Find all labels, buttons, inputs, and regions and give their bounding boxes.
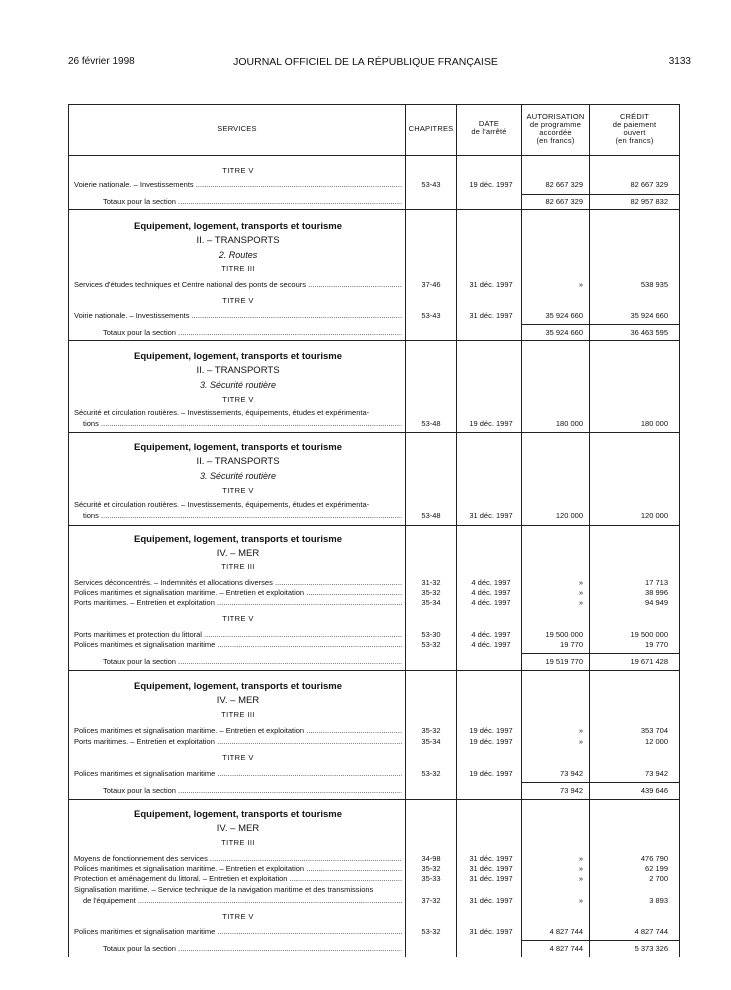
- table-row: [69, 597, 679, 608]
- row-label: Polices maritimes et signalisation maritime. – Entretien et exploitation .....: [74, 587, 402, 598]
- table-row: [69, 926, 679, 937]
- row-chapitre: 53-43: [421, 180, 441, 189]
- row-autorisation: »: [578, 588, 583, 597]
- col-header-credit-line: CRÉDIT: [619, 112, 650, 121]
- col-header-credit-line: ouvert: [623, 128, 646, 137]
- row-chapitre: 53-43: [421, 311, 441, 320]
- row-label: Polices maritimes et signalisation maritime. – Entretien et exploitation .....: [74, 725, 402, 736]
- row-label: Polices maritimes et signalisation maritime. – Entretien et exploitation .....: [74, 863, 402, 874]
- row-credit: 19 500 000: [630, 630, 668, 639]
- row-date: 31 déc. 1997: [469, 896, 513, 905]
- col-header-autorisation-line: (en francs): [536, 136, 575, 145]
- row-credit: 17 713: [645, 578, 668, 587]
- row-autorisation: 4 827 744: [549, 927, 583, 936]
- total-label: Totaux pour la section .....: [103, 196, 402, 207]
- total-rule: [522, 653, 679, 654]
- row-credit: 476 790: [640, 854, 668, 863]
- total-rule: [522, 782, 679, 783]
- total-autorisation: 82 667 329: [545, 197, 583, 206]
- section-heading: II. – TRANSPORTS: [196, 456, 280, 467]
- col-header-date: [457, 120, 521, 136]
- column-divider: [456, 105, 457, 957]
- table-row: [69, 736, 679, 747]
- section-divider: [69, 670, 679, 671]
- total-credit: 82 957 832: [630, 197, 668, 206]
- row-date: 19 déc. 1997: [469, 180, 513, 189]
- row-date: 31 déc. 1997: [469, 874, 513, 883]
- ministry-heading: Equipement, logement, transports et tourisme: [134, 351, 342, 362]
- titre-heading: TITRE V: [222, 614, 254, 623]
- row-label-first-line: Sécurité et circulation routières. – Investissements, équipements, études et expérimenta-: [74, 408, 370, 417]
- titre-heading: TITRE V: [222, 486, 254, 495]
- row-chapitre: 37-46: [421, 280, 441, 289]
- row-credit: 120 000: [640, 511, 668, 520]
- table-row: [69, 725, 679, 736]
- row-label: Protection et aménagement du littoral. – Entretien et exploitation .....: [74, 873, 402, 884]
- row-autorisation: 82 667 329: [545, 180, 583, 189]
- row-date: 31 déc. 1997: [469, 854, 513, 863]
- row-autorisation: 19 500 000: [545, 630, 583, 639]
- row-date: 4 déc. 1997: [471, 588, 511, 597]
- row-credit: 353 704: [640, 726, 668, 735]
- row-date: 31 déc. 1997: [469, 864, 513, 873]
- header-page-number: 3133: [668, 56, 691, 67]
- row-chapitre: 53-32: [421, 640, 441, 649]
- col-header-autorisation-line: accordée: [539, 128, 572, 137]
- row-label-first-line: Sécurité et circulation routières. – Investissements, équipements, études et expérimenta-: [74, 500, 370, 509]
- total-label: Totaux pour la section .....: [103, 943, 402, 954]
- row-autorisation: 120 000: [555, 511, 583, 520]
- ministry-heading: Equipement, logement, transports et tourisme: [134, 809, 342, 820]
- titre-heading: TITRE V: [222, 296, 254, 305]
- row-chapitre: 53-30: [421, 630, 441, 639]
- row-chapitre: 34-98: [421, 854, 441, 863]
- col-header-credit-line: (en francs): [615, 136, 654, 145]
- column-divider: [589, 105, 590, 957]
- section-divider: [69, 209, 679, 210]
- row-label: tions .....: [83, 510, 402, 521]
- row-label: Voierie nationale. – Investissements .....: [74, 179, 402, 190]
- total-row: [69, 656, 679, 667]
- row-credit: 19 770: [645, 640, 668, 649]
- table-row: [69, 179, 679, 190]
- subsection-heading: 3. Sécurité routière: [199, 471, 277, 481]
- ministry-heading: Equipement, logement, transports et tourisme: [134, 534, 342, 545]
- row-credit: 3 893: [649, 896, 668, 905]
- total-autorisation: 4 827 744: [549, 944, 583, 953]
- row-credit: 73 942: [645, 769, 668, 778]
- total-rule: [522, 194, 679, 195]
- titre-heading: TITRE V: [222, 395, 254, 404]
- section-divider: [69, 799, 679, 800]
- section-divider: [69, 432, 679, 433]
- total-row: [69, 785, 679, 796]
- row-autorisation: »: [578, 896, 583, 905]
- row-chapitre: 35-32: [421, 726, 441, 735]
- ministry-heading: Equipement, logement, transports et tourisme: [134, 221, 342, 232]
- row-label: Services déconcentrés. – Indemnités et allocations diverses .....: [74, 577, 402, 588]
- row-date: 19 déc. 1997: [469, 737, 513, 746]
- row-credit: 94 949: [645, 598, 668, 607]
- section-heading: IV. – MER: [216, 823, 260, 834]
- col-header-credit: [590, 113, 679, 145]
- subsection-heading: 2. Routes: [218, 250, 258, 260]
- titre-heading: TITRE III: [221, 264, 255, 273]
- total-credit: 439 646: [640, 786, 668, 795]
- row-credit: 82 667 329: [630, 180, 668, 189]
- row-autorisation: 73 942: [560, 769, 583, 778]
- total-rule: [522, 940, 679, 941]
- row-label: Ports maritimes. – Entretien et exploitation .....: [74, 597, 402, 608]
- col-header-autorisation-line: de programme: [529, 120, 582, 129]
- table-row: [69, 639, 679, 650]
- row-date: 31 déc. 1997: [469, 280, 513, 289]
- titre-heading: TITRE V: [222, 912, 254, 921]
- row-label: Polices maritimes et signalisation maritime .....: [74, 639, 402, 650]
- row-credit: 35 924 660: [630, 311, 668, 320]
- row-chapitre: 35-33: [421, 874, 441, 883]
- total-credit: 5 373 326: [634, 944, 668, 953]
- table-row: [69, 500, 679, 521]
- section-heading: IV. – MER: [216, 695, 260, 706]
- total-autorisation: 19 519 770: [545, 657, 583, 666]
- col-header-date-line: de l'arrêté: [471, 127, 507, 136]
- row-autorisation: »: [578, 737, 583, 746]
- titre-heading: TITRE III: [221, 562, 255, 571]
- row-credit: 62 199: [645, 864, 668, 873]
- row-label: Ports maritimes. – Entretien et exploitation .....: [74, 736, 402, 747]
- row-date: 4 déc. 1997: [471, 630, 511, 639]
- section-divider: [69, 525, 679, 526]
- total-label: Totaux pour la section .....: [103, 656, 402, 667]
- total-credit: 19 671 428: [630, 657, 668, 666]
- row-chapitre: 53-48: [421, 511, 441, 520]
- row-autorisation: »: [578, 874, 583, 883]
- section-heading: II. – TRANSPORTS: [196, 235, 280, 246]
- col-header-autorisation: [522, 113, 589, 145]
- header-journal-title: JOURNAL OFFICIEL DE LA RÉPUBLIQUE FRANÇAISE: [233, 56, 498, 68]
- row-date: 31 déc. 1997: [469, 927, 513, 936]
- row-date: 19 déc. 1997: [469, 726, 513, 735]
- total-row: [69, 943, 679, 954]
- row-label: Services d'études techniques et Centre national des ponts de secours .....: [74, 279, 402, 290]
- row-label: Polices maritimes et signalisation maritime .....: [74, 768, 402, 779]
- row-autorisation: »: [578, 598, 583, 607]
- total-label: Totaux pour la section .....: [103, 785, 402, 796]
- row-autorisation: 19 770: [560, 640, 583, 649]
- row-label-first-line: Signalisation maritime. – Service technique de la navigation maritime et des transmissions: [74, 885, 374, 894]
- row-autorisation: »: [578, 578, 583, 587]
- row-label: Polices maritimes et signalisation maritime .....: [74, 926, 402, 937]
- row-chapitre: 53-48: [421, 419, 441, 428]
- col-header-chapitres: CHAPITRES: [408, 124, 454, 133]
- header-divider: [69, 155, 679, 156]
- row-autorisation: 35 924 660: [545, 311, 583, 320]
- header-date: 26 février 1998: [68, 56, 135, 67]
- subsection-heading: 3. Sécurité routière: [199, 380, 277, 390]
- row-date: 31 déc. 1997: [469, 311, 513, 320]
- table-row: [69, 768, 679, 779]
- row-date: 19 déc. 1997: [469, 769, 513, 778]
- total-label: Totaux pour la section .....: [103, 327, 402, 338]
- row-label: tions .....: [83, 418, 402, 429]
- table-row: [69, 885, 679, 906]
- table-row: [69, 408, 679, 429]
- titre-heading: TITRE V: [222, 753, 254, 762]
- row-credit: 12 000: [645, 737, 668, 746]
- col-header-autorisation-line: AUTORISATION: [526, 112, 585, 121]
- row-chapitre: 37-32: [421, 896, 441, 905]
- row-date: 31 déc. 1997: [469, 511, 513, 520]
- table-row: [69, 279, 679, 290]
- ministry-heading: Equipement, logement, transports et tourisme: [134, 681, 342, 692]
- row-date: 4 déc. 1997: [471, 578, 511, 587]
- row-chapitre: 35-34: [421, 598, 441, 607]
- col-header-credit-line: de paiement: [612, 120, 657, 129]
- row-chapitre: 35-34: [421, 737, 441, 746]
- titre-heading: TITRE V: [222, 166, 254, 175]
- row-chapitre: 35-32: [421, 864, 441, 873]
- row-label: de l'équipement .....: [83, 895, 402, 906]
- total-autorisation: 35 924 660: [545, 328, 583, 337]
- total-credit: 36 463 595: [630, 328, 668, 337]
- row-credit: 538 935: [640, 280, 668, 289]
- row-label: Moyens de fonctionnement des services .....: [74, 853, 402, 864]
- row-credit: 2 700: [649, 874, 668, 883]
- titre-heading: TITRE III: [221, 710, 255, 719]
- row-credit: 38 996: [645, 588, 668, 597]
- row-date: 4 déc. 1997: [471, 598, 511, 607]
- section-heading: IV. – MER: [216, 548, 260, 559]
- total-row: [69, 196, 679, 207]
- table-row: [69, 310, 679, 321]
- titre-heading: TITRE III: [221, 838, 255, 847]
- row-date: 19 déc. 1997: [469, 419, 513, 428]
- row-label: Voirie nationale. – Investissements .....: [74, 310, 402, 321]
- row-chapitre: 53-32: [421, 927, 441, 936]
- row-date: 4 déc. 1997: [471, 640, 511, 649]
- credits-table: [68, 104, 680, 957]
- row-autorisation: »: [578, 280, 583, 289]
- col-header-services: SERVICES: [217, 124, 257, 133]
- row-chapitre: 35-32: [421, 588, 441, 597]
- row-credit: 180 000: [640, 419, 668, 428]
- row-label: Ports maritimes et protection du littoral .....: [74, 629, 402, 640]
- table-row: [69, 873, 679, 884]
- row-autorisation: »: [578, 854, 583, 863]
- row-chapitre: 31-32: [421, 578, 441, 587]
- column-divider: [521, 105, 522, 957]
- total-rule: [522, 324, 679, 325]
- row-autorisation: 180 000: [555, 419, 583, 428]
- row-credit: 4 827 744: [634, 927, 668, 936]
- row-autorisation: »: [578, 726, 583, 735]
- row-autorisation: »: [578, 864, 583, 873]
- total-autorisation: 73 942: [560, 786, 583, 795]
- section-heading: II. – TRANSPORTS: [196, 365, 280, 376]
- section-divider: [69, 340, 679, 341]
- total-row: [69, 327, 679, 338]
- col-header-date-line: DATE: [478, 119, 500, 128]
- row-chapitre: 53-32: [421, 769, 441, 778]
- ministry-heading: Equipement, logement, transports et tourisme: [134, 442, 342, 453]
